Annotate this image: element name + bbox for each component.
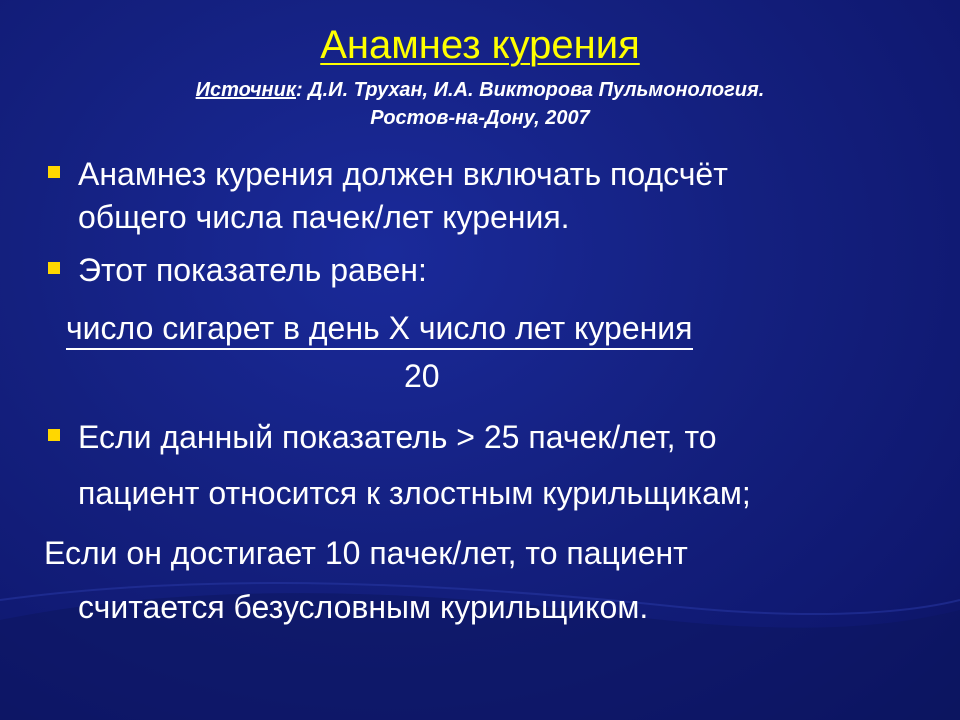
slide-title: Анамнез курения [320,23,640,67]
source-line-1 [0,76,960,104]
source-citation [0,76,960,132]
source-line-2: Ростов-на-Дону, 2007 [370,107,590,129]
bullet-square-icon [48,429,60,441]
bullet-1-line-1: Анамнез курения должен включать подсчёт [78,156,728,192]
bullet-3-line-2: пациент относится к злостным курильщикам; [78,475,751,511]
final-paragraph-line-2: считается безусловным курильщиком. [78,589,649,625]
final-paragraph-line-1: Если он достигает 10 пачек/лет, то пациент [44,535,688,571]
formula-denominator: 20 [404,358,440,394]
background-wave-decoration [0,560,960,720]
bullet-square-icon [48,262,60,274]
source-label: Источник [195,79,296,101]
bullet-3-line-1: Если данный показатель > 25 пачек/лет, то [78,419,717,455]
bullet-2-line-1: Этот показатель равен: [78,252,427,288]
formula-numerator: число сигарет в день Х число лет курения [66,308,693,350]
bullet-1-line-2: общего числа пачек/лет курения. [78,199,570,235]
source-authors: : Д.И. Трухан, И.А. Викторова Пульмонология. [295,79,765,101]
bullet-square-icon [48,166,60,178]
